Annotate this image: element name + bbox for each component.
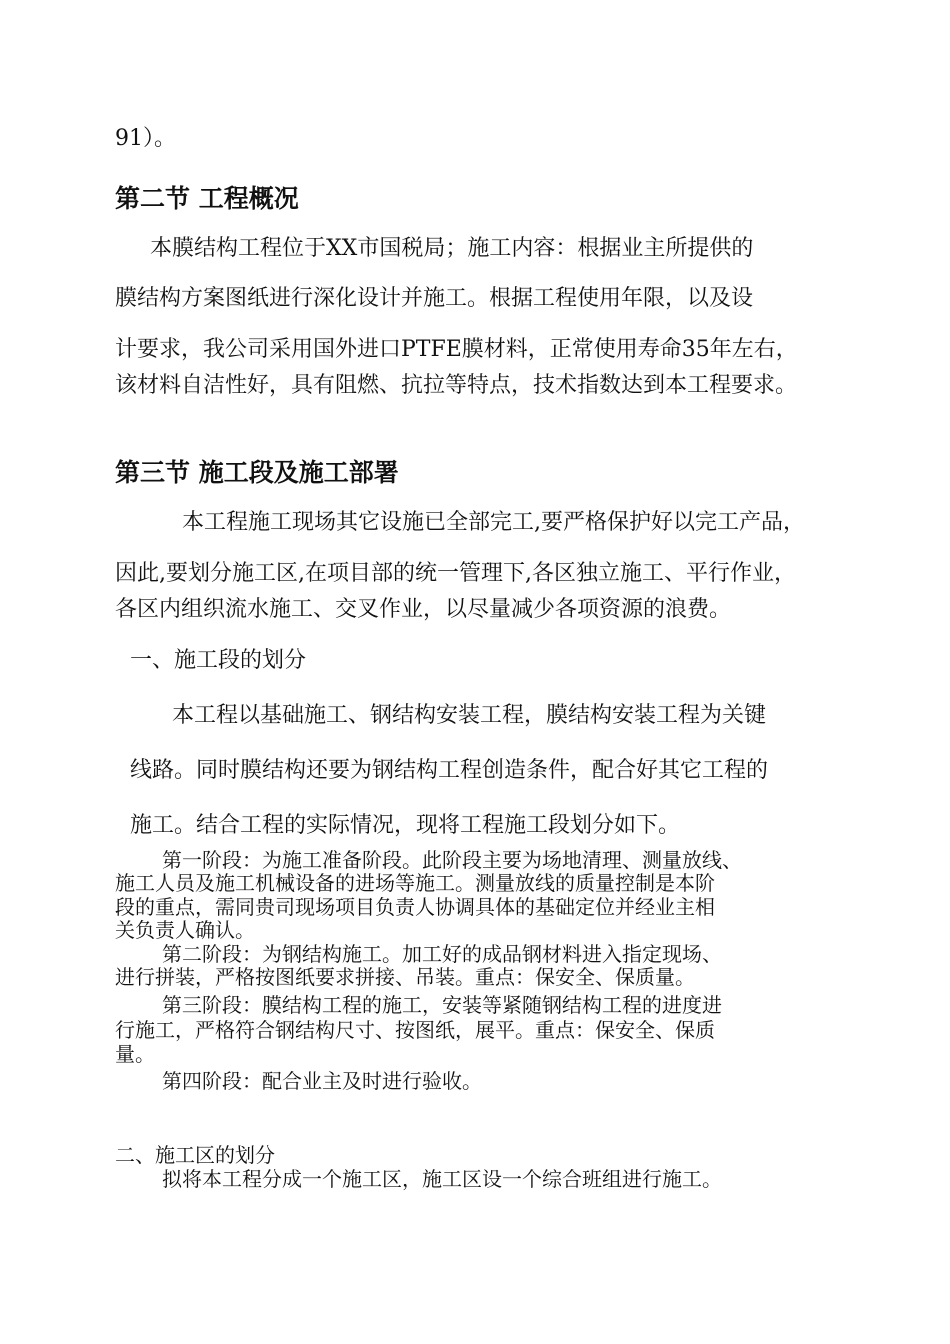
- text-line: 91）。: [115, 126, 176, 151]
- text-line: 关负责人确认。: [115, 918, 255, 942]
- subheading: 一、施工段的划分: [130, 648, 307, 673]
- text-line: 线路。同时膜结构还要为钢结构工程创造条件，配合好其它工程的: [130, 758, 769, 783]
- text-line: 因此,要划分施工区,在项目部的统一管理下,各区独立施工、平行作业，: [115, 561, 796, 586]
- text-line: 施工人员及施工机械设备的进场等施工。测量放线的质量控制是本阶: [115, 871, 715, 895]
- text-line: 第一阶段：为施工准备阶段。此阶段主要为场地清理、测量放线、: [162, 848, 742, 872]
- section-heading-3: 第三节 施工段及施工部署: [115, 458, 399, 487]
- text-line: 各区内组织流水施工、交叉作业，以尽量减少各项资源的浪费。: [115, 597, 732, 622]
- text-line: 第二阶段：为钢结构施工。加工好的成品钢材料进入指定现场、: [162, 942, 722, 966]
- text-line: 行施工，严格符合钢结构尺寸、按图纸，展平。重点：保安全、保质: [115, 1018, 715, 1042]
- text-line: 本膜结构工程位于XX市国税局；施工内容：根据业主所提供的: [150, 236, 754, 261]
- text-line: 本工程施工现场其它设施已全部完工,要严格保护好以完工产品，: [182, 510, 805, 535]
- text-line: 进行拼装，严格按图纸要求拼接、吊装。重点：保安全、保质量。: [115, 965, 695, 989]
- text-line: 该材料自洁性好，具有阻燃、抗拉等特点，技术指数达到本工程要求。: [115, 373, 798, 398]
- section-heading-2: 第二节 工程概况: [115, 184, 299, 213]
- text-line: 计要求，我公司采用国外进口PTFE膜材料，正常使用寿命35年左右，: [115, 337, 798, 362]
- text-line: 第三阶段：膜结构工程的施工，安装等紧随钢结构工程的进度进: [162, 993, 722, 1017]
- subheading: 二、施工区的划分: [115, 1143, 275, 1167]
- text-line: 拟将本工程分成一个施工区，施工区设一个综合班组进行施工。: [162, 1167, 722, 1191]
- text-line: 第四阶段：配合业主及时进行验收。: [162, 1069, 482, 1093]
- text-line: 施工。结合工程的实际情况，现将工程施工段划分如下。: [130, 813, 681, 838]
- text-line: 膜结构方案图纸进行深化设计并施工。根据工程使用年限，以及设: [115, 286, 754, 311]
- text-line: 段的重点，需同贵司现场项目负责人协调具体的基础定位并经业主相: [115, 895, 715, 919]
- text-line: 本工程以基础施工、钢结构安装工程，膜结构安装工程为关键: [172, 703, 767, 728]
- text-line: 量。: [115, 1042, 155, 1066]
